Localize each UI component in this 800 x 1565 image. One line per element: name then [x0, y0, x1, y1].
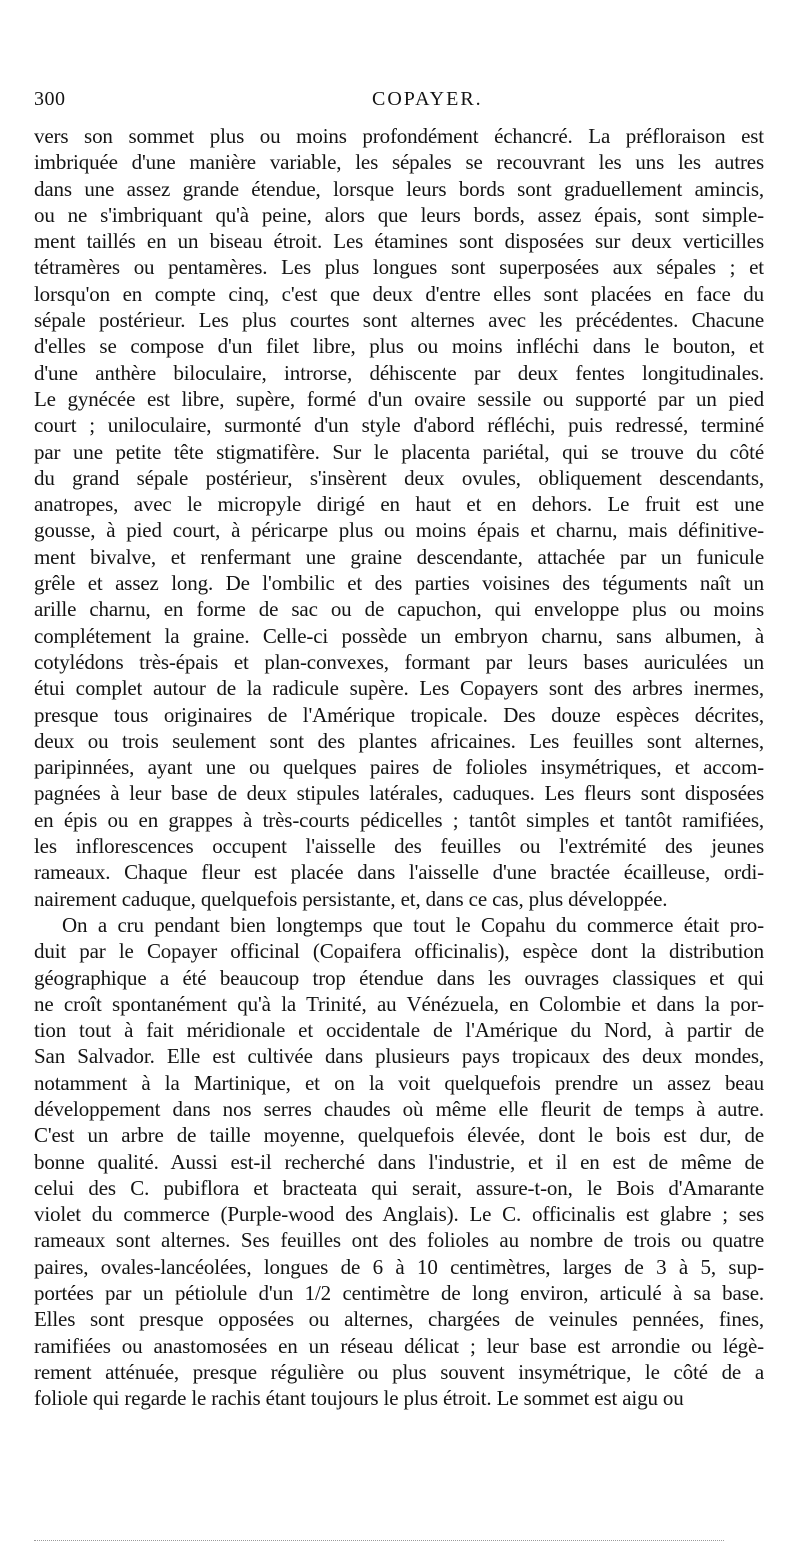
text-line: par une petite tête stigmatifère. Sur le placenta pariétal, qui se trouve du côté	[34, 439, 764, 464]
text-line: ment taillés en un biseau étroit. Les étamines sont disposées sur deux verticilles	[34, 229, 764, 254]
text-line: court ; uniloculaire, surmonté d'un style d'abord réfléchi, puis redressé, terminé	[34, 413, 764, 438]
text-line: pagnées à leur base de deux stipules latérales, caduques. Les fleurs sont disposées	[34, 781, 764, 806]
text-line: notamment à la Martinique, et on la voit quelquefois prendre un assez beau	[34, 1070, 764, 1095]
text-line: On a cru pendant bien longtemps que tout le Copahu du commerce était pro-	[62, 912, 764, 937]
text-line: anatropes, avec le micropyle dirigé en haut et en dehors. Le fruit est une	[34, 492, 764, 517]
text-line: bonne qualité. Aussi est-il recherché dans l'industrie, et il en est de même de	[34, 1149, 764, 1174]
text-line: en épis ou en grappes à très-courts pédicelles ; tantôt simples et tantôt ramifiées,	[34, 807, 764, 832]
text-line: Le gynécée est libre, supère, formé d'un ovaire sessile ou supporté par un pied	[34, 386, 764, 411]
text-line: du grand sépale postérieur, s'insèrent deux ovules, obliquement descendants,	[34, 465, 764, 490]
running-head	[34, 88, 764, 114]
text-line: celui des C. pubiflora et bracteata qui serait, assure-t-on, le Bois d'Amarante	[34, 1175, 764, 1200]
text-line: d'une anthère biloculaire, introrse, déhiscente par deux fentes longitudinales.	[34, 360, 764, 385]
page-number: 300	[34, 88, 66, 110]
text-line: C'est un arbre de taille moyenne, quelquefois élevée, dont le bois est dur, de	[34, 1123, 764, 1148]
text-line: portées par un pétiolule d'un 1/2 centimètre de long environ, articulé à sa base.	[34, 1281, 764, 1306]
text-line: cotylédons très-épais et plan-convexes, formant par leurs bases auriculées un	[34, 649, 764, 674]
text-line: paripinnées, ayant une ou quelques paires de folioles insymétriques, et accom-	[34, 755, 764, 780]
text-line: nairement caduque, quelquefois persistante, et, dans ce cas, plus développée.	[34, 886, 668, 911]
text-line: gousse, à pied court, à péricarpe plus ou moins épais et charnu, mais définitive-	[34, 518, 764, 543]
text-line: lorsqu'on en compte cinq, c'est que deux d'entre elles sont placées en face du	[34, 281, 764, 306]
text-line: Elles sont presque opposées ou alternes, chargées de veinules pennées, fines,	[34, 1307, 764, 1332]
text-line: complétement la graine. Celle-ci possède un embryon charnu, sans albumen, à	[34, 623, 764, 648]
text-line: imbriquée d'une manière variable, les sépales se recouvrant les uns les autres	[34, 150, 764, 175]
footer-rule	[34, 1540, 724, 1541]
text-line: grêle et assez long. De l'ombilic et des parties voisines des téguments naît un	[34, 571, 764, 596]
text-line: ramifiées ou anastomosées en un réseau délicat ; leur base est arrondie ou légè-	[34, 1333, 764, 1358]
text-line: tion tout à fait méridionale et occidentale de l'Amérique du Nord, à partir de	[34, 1018, 764, 1043]
text-line: ment bivalve, et renfermant une graine descendante, attachée par un funicule	[34, 544, 764, 569]
text-line: rameaux sont alternes. Ses feuilles ont des folioles au nombre de trois ou quatre	[34, 1228, 764, 1253]
running-title: COPAYER.	[372, 88, 483, 110]
text-line: géographique a été beaucoup trop étendue dans les ouvrages classiques et qui	[34, 965, 764, 990]
body-text	[34, 123, 764, 1412]
text-line: d'elles se compose d'un filet libre, plus ou moins infléchi dans le bouton, et	[34, 334, 764, 359]
text-line: duit par le Copayer officinal (Copaifera officinalis), espèce dont la distribution	[34, 939, 764, 964]
text-line: presque tous originaires de l'Amérique tropicale. Des douze espèces décrites,	[34, 702, 764, 727]
text-line: ou ne s'imbriquant qu'à peine, alors que leurs bords, assez épais, sont simple-	[34, 202, 764, 227]
paragraph	[34, 123, 764, 912]
text-line: étui complet autour de la radicule supère. Les Copayers sont des arbres inermes,	[34, 676, 764, 701]
text-line: San Salvador. Elle est cultivée dans plusieurs pays tropicaux des deux mondes,	[34, 1044, 764, 1069]
text-line: développement dans nos serres chaudes où même elle fleurit de temps à autre.	[34, 1096, 764, 1121]
text-line: rement atténuée, presque régulière ou plus souvent insymétrique, le côté de a	[34, 1359, 764, 1384]
text-line: les inflorescences occupent l'aisselle des feuilles ou l'extrémité des jeunes	[34, 834, 764, 859]
text-line: foliole qui regarde le rachis étant toujours le plus étroit. Le sommet est aigu ou	[34, 1386, 684, 1411]
text-line: paires, ovales-lancéolées, longues de 6 à 10 centimètres, larges de 3 à 5, sup-	[34, 1254, 764, 1279]
text-line: deux ou trois seulement sont des plantes africaines. Les feuilles sont alternes,	[34, 728, 764, 753]
text-line: tétramères ou pentamères. Les plus longues sont superposées aux sépales ; et	[34, 255, 764, 280]
text-line: vers son sommet plus ou moins profondément échancré. La préfloraison est	[34, 124, 764, 148]
text-line: sépale postérieur. Les plus courtes sont alternes avec les précédentes. Chacune	[34, 308, 764, 333]
text-line: rameaux. Chaque fleur est placée dans l'aisselle d'une bractée écailleuse, ordi-	[34, 860, 764, 885]
paragraph	[34, 912, 764, 1412]
text-line: violet du commerce (Purple-wood des Anglais). Le C. officinalis est glabre ; ses	[34, 1202, 764, 1227]
text-line: ne croît spontanément qu'à la Trinité, au Vénézuela, en Colombie et dans la por-	[34, 991, 764, 1016]
text-line: arille charnu, en forme de sac ou de capuchon, qui enveloppe plus ou moins	[34, 597, 764, 622]
text-line: dans une assez grande étendue, lorsque leurs bords sont graduellement amincis,	[34, 176, 764, 201]
